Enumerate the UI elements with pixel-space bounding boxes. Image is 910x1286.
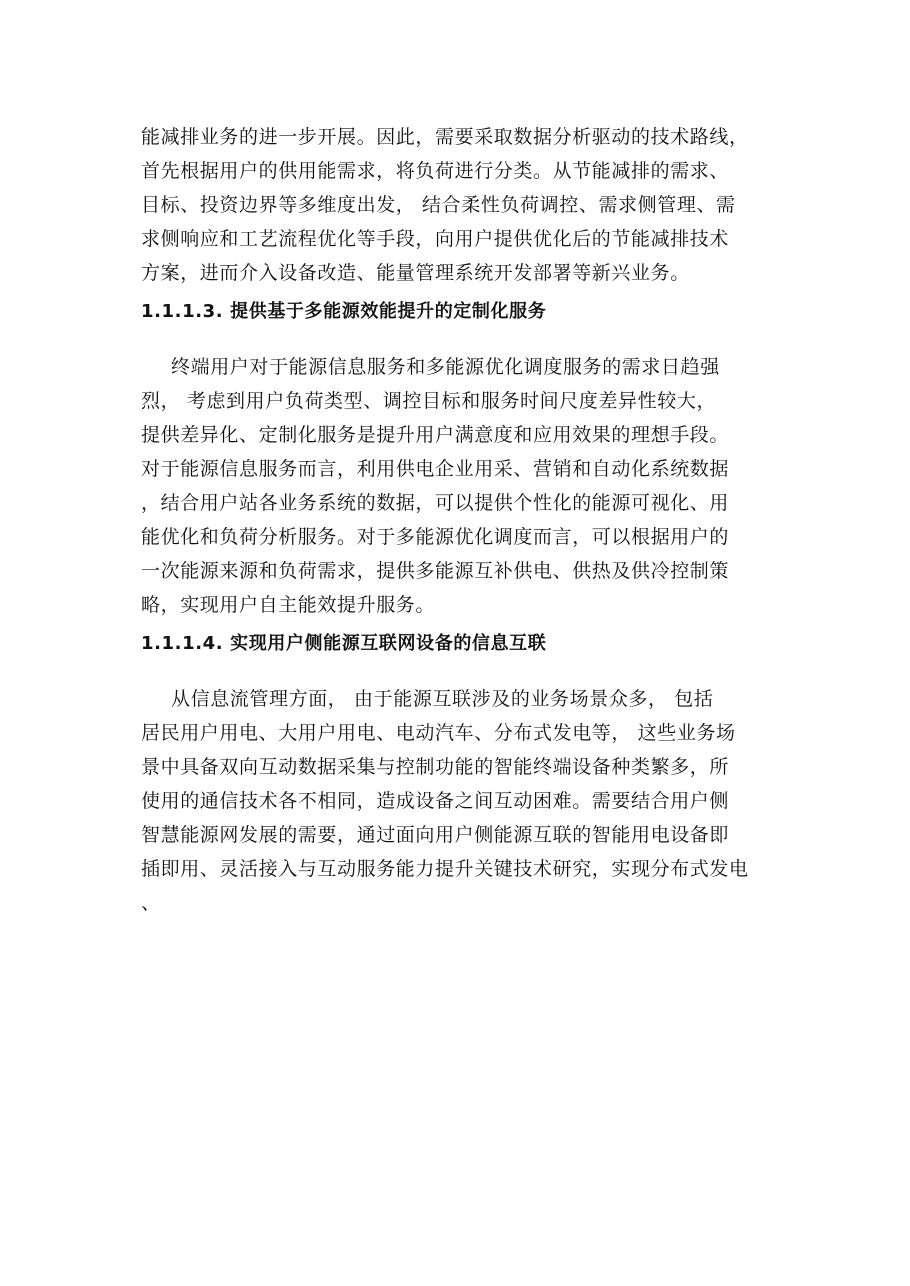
spacer [141,662,781,682]
section-heading-1-1-1-4: 1.1.1.4. 实现用户侧能源互联网设备的信息互联 [141,633,547,654]
spacer [141,330,781,350]
paragraph-line: 终端用户对于能源信息服务和多能源优化调度服务的需求日趋强 [171,356,720,378]
paragraph-line: 求侧响应和工艺流程优化等手段，向用户提供优化后的节能减排技术 [141,228,730,250]
paragraph-line: 智慧能源网发展的需要，通过面向用户侧能源互联的智能用电设备即 [141,824,730,846]
section-heading-1-1-1-3: 1.1.1.3. 提供基于多能源效能提升的定制化服务 [141,301,547,322]
paragraph-line: 能优化和负荷分析服务。对于多能源优化调度而言，可以根据用户的 [141,526,730,548]
paragraph-line: 使用的通信技术各不相同，造成设备之间互动困难。需要结合用户侧 [141,790,730,812]
paragraph-line: 对于能源信息服务而言，利用供电企业用采、营销和自动化系统数据 [141,458,730,480]
paragraph-line: ，结合用户站各业务系统的数据，可以提供个性化的能源可视化、用 [141,492,730,514]
paragraph-line: 、 [141,892,161,914]
paragraph-line: 目标、投资边界等多维度出发， 结合柔性负荷调控、需求侧管理、需 [141,194,736,216]
paragraph-line: 景中具备双向互动数据采集与控制功能的智能终端设备种类繁多，所 [141,756,730,778]
paragraph-custom-services [141,350,781,622]
paragraph-line: 略，实现用户自主能效提升服务。 [141,594,436,616]
paragraph-line: 烈， 考虑到用户负荷类型、调控目标和服务时间尺度差异性较大， [141,390,717,412]
paragraph-energy-saving [141,120,781,290]
document-page [141,120,781,920]
paragraph-line: 从信息流管理方面， 由于能源互联涉及的业务场景众多， 包括 [171,688,714,710]
paragraph-line: 提供差异化、定制化服务是提升用户满意度和应用效果的理想手段。 [141,424,730,446]
paragraph-line: 首先根据用户的供用能需求，将负荷进行分类。从节能减排的需求、 [141,160,730,182]
paragraph-line: 居民用户用电、大用户用电、电动汽车、分布式发电等， 这些业务场 [141,722,736,744]
paragraph-line: 方案，进而介入设备改造、能量管理系统开发部署等新兴业务。 [141,262,690,284]
paragraph-device-interconnection [141,682,781,920]
paragraph-line: 一次能源来源和负荷需求，提供多能源互补供电、供热及供冷控制策 [141,560,730,582]
paragraph-line: 插即用、灵活接入与互动服务能力提升关键技术研究，实现分布式发电 [141,858,749,880]
paragraph-line: 能减排业务的进一步开展。因此，需要采取数据分析驱动的技术路线， [141,126,749,148]
